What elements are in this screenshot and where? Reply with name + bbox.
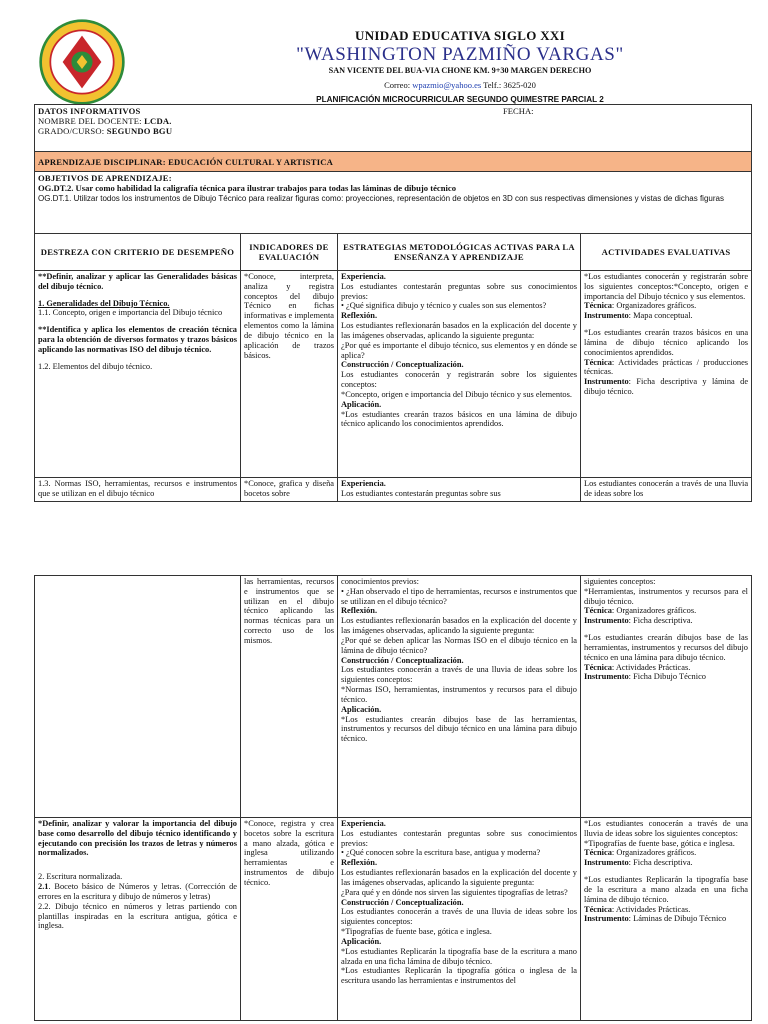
- email-link[interactable]: wpazmio@yahoo.es: [412, 80, 482, 90]
- indicador-cell: *Conoce, registra y crea bocetos sobre la escritura a mano alzada, gótica e inglesa utilizando herramientas e instrumentos de dibujo técnico.: [241, 818, 338, 1021]
- estrategia-text: *Los estudiantes crearán trazos básicos en una lámina de dibujo técnico aplicando los conocimientos aprendidos.: [341, 409, 577, 429]
- indicador-cell: *Conoce, interpreta, analiza y registra conceptos del dibujo Técnico en fichas informativas e implementa elementos como la lámina de dibujo técnico en la aplicación de trazos básicos.: [241, 271, 338, 478]
- estrategia-text: Los estudiantes reflexionarán basados en la explicación del docente y las imágenes observadas, aplicando la siguiente pregunta:: [341, 868, 577, 887]
- table-row: [35, 576, 752, 818]
- estrategia-text: ¿Para qué y en dónde nos sirven las siguientes tipografías de letras?: [341, 887, 568, 897]
- objetivos-title: OBJETIVOS DE APRENDIZAJE:: [38, 173, 172, 183]
- table-row: [35, 478, 752, 502]
- estrategia-text: Los estudiantes conocerán y registrarán sobre los siguientes conceptos:: [341, 370, 577, 390]
- estrategia-text: Los estudiantes contestarán preguntas sobre sus conocimientos previos:: [341, 828, 577, 848]
- estrategia-cell: [338, 271, 581, 478]
- objetivo-og1: OG.DT.1. Utilizar todos los instrumentos de Dibujo Técnico para realizar figuras como: proyecciones, representación de objetos en 3D con sus respectivas dimensiones y vistas de dichas figuras: [38, 194, 724, 204]
- actividad-cell: Los estudiantes conocerán a través de una lluvia de ideas sobre los: [581, 478, 752, 502]
- actividad-cell: [581, 576, 752, 818]
- actividad-text: *Herramientas, instrumentos y recursos para el dibujo técnico.: [584, 586, 748, 606]
- destreza-text: 1.1. Concepto, origen e importancia del Dibujo técnico: [38, 308, 223, 318]
- destreza-cell: [35, 271, 241, 478]
- phase-label: Experiencia.: [341, 819, 386, 828]
- grado-value: SEGUNDO BGU: [106, 126, 173, 137]
- school-name: "WASHINGTON PAZMIÑO VARGAS": [296, 44, 624, 65]
- destreza-cell: 1.3. Normas ISO, herramientas, recursos e instrumentos que se utilizan en el dibujo técnico: [35, 478, 241, 502]
- estrategia-text: Los estudiantes conocerán a través de una lluvia de ideas sobre los siguientes conceptos:: [341, 907, 577, 927]
- instrumento-line: Instrumento: Láminas de Dibujo Técnico: [584, 914, 727, 924]
- school-contact: [180, 80, 740, 90]
- col-header-actividades: ACTIVIDADES EVALUATIVAS: [581, 234, 752, 271]
- actividad-text: *Los estudiantes conocerán y registrarán sobre los siguientes conceptos:*Concepto, origen e importancia del Dibujo técnico y sus elementos.: [584, 272, 749, 301]
- grado-line: [38, 126, 748, 136]
- phase-label: Reflexión.: [341, 311, 378, 321]
- indicador-cell: *Conoce, grafica y diseña bocetos sobre: [241, 478, 338, 502]
- grado-label: GRADO/CURSO:: [38, 126, 105, 137]
- tecnica-line: Técnica: Organizadores gráficos.: [584, 606, 697, 616]
- aprendizaje-band: APRENDIZAJE DISCIPLINAR: EDUCACIÓN CULTURAL Y ARTISTICA: [35, 152, 752, 172]
- phone: Telf.: 3625-020: [483, 80, 536, 90]
- actividad-text: siguientes conceptos:: [584, 577, 656, 586]
- instrumento-line: Instrumento: Ficha descriptiva.: [584, 858, 693, 868]
- estrategia-text: ¿Por qué es importante el dibujo técnico, sus elementos y en dónde se aplica?: [341, 340, 577, 360]
- phase-label: Construcción / Conceptualización.: [341, 897, 464, 907]
- estrategia-text: *Los estudiantes Replicarán la tipografía gótica o inglesa de la escritura usando las herramientas e instrumentos del: [341, 966, 577, 986]
- estrategia-text: *Concepto, origen e importancia del Dibujo técnico y sus elementos.: [341, 389, 572, 399]
- estrategia-text: • ¿Han observado el tipo de herramientas, recursos e instrumentos que se utilizan en el dibujo técnico?: [341, 586, 577, 606]
- estrategia-text: *Los estudiantes crearán dibujos base de las herramientas, instrumentos y recursos del dibujo técnico en una lámina para dibujo técnico.: [341, 714, 577, 744]
- fecha-label: FECHA:: [503, 106, 534, 116]
- instrumento-line: Instrumento: Ficha descriptiva.: [584, 616, 693, 626]
- docente-label: NOMBRE DEL DOCENTE:: [38, 116, 142, 127]
- indicador-cell: las herramientas, recursos e instrumentos que se utilizan en el dibujo técnico aplicando las normas técnicas para un correcto uso de los mismos.: [241, 576, 338, 818]
- docente-value: LCDA.: [144, 116, 172, 127]
- estrategia-text: Los estudiantes conocerán a través de una lluvia de ideas sobre los siguientes conceptos:: [341, 665, 577, 685]
- destreza-text: 1.2. Elementos del dibujo técnico.: [38, 361, 153, 371]
- estrategia-text: Los estudiantes reflexionarán basados en la explicación del docente y las imágenes observadas, aplicando la siguiente pregunta:: [341, 616, 577, 636]
- school-logo: [38, 18, 126, 106]
- page-gap: [0, 510, 768, 575]
- estrategia-text: Los estudiantes contestarán preguntas sobre sus: [341, 488, 501, 498]
- estrategia-cell: [338, 818, 581, 1021]
- phase-label: Reflexión.: [341, 606, 378, 616]
- estrategia-text: • ¿Qué conocen sobre la escritura base, antigua y moderna?: [341, 848, 541, 858]
- plan-title: PLANIFICACIÓN MICROCURRICULAR SEGUNDO QUIMESTRE PARCIAL 2: [316, 95, 604, 104]
- datos-label: DATOS INFORMATIVOS: [38, 106, 141, 116]
- estrategia-text: Los estudiantes reflexionarán basados en la explicación del docente y las imágenes observadas, aplicando la siguiente pregunta:: [341, 321, 577, 340]
- estrategia-cell: [338, 478, 581, 502]
- phase-label: Construcción / Conceptualización.: [341, 360, 464, 370]
- destreza-heading: 1. Generalidades del Dibujo Técnico.: [38, 298, 170, 308]
- actividad-text: *Los estudiantes crearán trazos básicos en una lámina de dibujo técnico aplicando los conocimientos aprendidos.: [584, 328, 749, 357]
- actividad-text: *Los estudiantes crearán dibujos base de las herramientas, instrumentos y recursos del dibujo técnico en una lámina para dibujo técnico.: [584, 633, 748, 662]
- table-row: [35, 271, 752, 478]
- phase-label: Reflexión.: [341, 858, 378, 868]
- phase-label: Experiencia.: [341, 272, 386, 281]
- tecnica-line: Técnica: Organizadores gráficos.: [584, 848, 697, 858]
- col-header-destreza: DESTREZA CON CRITERIO DE DESEMPEÑO: [35, 234, 241, 271]
- document-page-1: [0, 0, 768, 510]
- destreza-text: **Identifica y aplica los elementos de creación técnica para la obtención de diversos formatos y trazos básicos aplicando las normativas ISO del dibujo técnico.: [38, 325, 237, 354]
- destreza-text: **Definir, analizar y aplicar las Generalidades básicas del dibujo técnico.: [38, 272, 237, 291]
- tecnica-line: Técnica: Organizadores gráficos.: [584, 301, 697, 311]
- estrategia-cell: [338, 576, 581, 818]
- document-page-2: [0, 575, 768, 1024]
- school-address: SAN VICENTE DEL BUA-VIA CHONE KM. 9+30 MARGEN DERECHO: [328, 66, 592, 75]
- objetivos-cell: [35, 172, 752, 234]
- destreza-text: *Definir, analizar y valorar la importancia del dibujo base como desarrollo del dibujo técnico identificando y ejecutando con precisión los trazos de letras y números normalizados.: [38, 819, 237, 858]
- estrategia-text: *Los estudiantes Replicarán la tipografía base de la escritura a mano alzada en una ficha lámina de dibujo técnico.: [341, 946, 577, 966]
- estrategia-text: ¿Por qué se deben aplicar las Normas ISO en el dibujo técnico en la lámina de dibujo técnico?: [341, 635, 577, 655]
- phase-label: Aplicación.: [341, 936, 382, 946]
- info-cell: [35, 105, 752, 152]
- tecnica-line: Técnica: Actividades prácticas / producciones técnicas.: [584, 357, 749, 377]
- estrategia-text: Los estudiantes contestarán preguntas sobre sus conocimientos previos:: [341, 281, 577, 301]
- destreza-text: 2.1. Boceto básico de Números y letras. (Corrección de errores en la escritura y dibujo de números y letras): [38, 882, 237, 901]
- destreza-heading: 2. Escritura normalizada.: [38, 872, 123, 882]
- estrategia-text: *Tipografías de fuente base, gótica e inglesa.: [341, 927, 492, 937]
- actividad-text: *Tipografías de fuente base, gótica e inglesa.: [584, 838, 735, 848]
- phase-label: Aplicación.: [341, 399, 382, 409]
- actividad-cell: [581, 818, 752, 1021]
- tecnica-line: Técnica: Actividades Prácticas.: [584, 662, 691, 672]
- destreza-cell: [35, 818, 241, 1021]
- table-row: [35, 818, 752, 1021]
- school-type: UNIDAD EDUCATIVA SIGLO XXI: [355, 28, 565, 43]
- estrategia-text: *Normas ISO, herramientas, instrumentos y recursos para el dibujo técnico.: [341, 685, 577, 704]
- actividad-text: *Los estudiantes Replicarán la tipografía base de la escritura a mano alzada en una ficha lámina de dibujo técnico.: [584, 875, 748, 904]
- contact-prefix: Correo:: [384, 80, 411, 90]
- tecnica-line: Técnica: Actividades Prácticas.: [584, 904, 691, 914]
- docente-line: [38, 116, 748, 126]
- instrumento-line: Instrumento: Ficha Dibujo Técnico: [584, 672, 706, 682]
- estrategia-text: conocimientos previos:: [341, 577, 419, 586]
- instrumento-line: Instrumento: Mapa conceptual.: [584, 311, 693, 321]
- estrategia-text: • ¿Qué significa dibujo y técnico y cuales son sus elementos?: [341, 301, 547, 311]
- destreza-text: 2.2. Dibujo técnico en números y letras partiendo con plantillas inspiradas en la escritura antigua, gótica e inglesa.: [38, 901, 237, 931]
- phase-label: Experiencia.: [341, 479, 386, 488]
- phase-label: Aplicación.: [341, 704, 382, 714]
- col-header-estrategias: ESTRATEGIAS METODOLÓGICAS ACTIVAS PARA LA ENSEÑANZA Y APRENDIZAJE: [338, 234, 581, 271]
- instrumento-line: Instrumento: Ficha descriptiva y lámina de dibujo técnico.: [584, 377, 749, 397]
- planning-table-page2: [34, 575, 752, 1021]
- objetivo-og2: OG.DT.2. Usar como habilidad la caligrafía técnica para ilustrar trabajos para todas las láminas de dibujo técnico: [38, 183, 456, 194]
- actividad-cell: [581, 271, 752, 478]
- col-header-indicadores: INDICADORES DE EVALUACIÓN: [241, 234, 338, 271]
- planning-table-page1: [34, 104, 752, 502]
- destreza-cell: [35, 576, 241, 818]
- actividad-text: *Los estudiantes conocerán a través de una lluvia de ideas sobre los siguientes conceptos:: [584, 819, 748, 838]
- phase-label: Construcción / Conceptualización.: [341, 655, 464, 665]
